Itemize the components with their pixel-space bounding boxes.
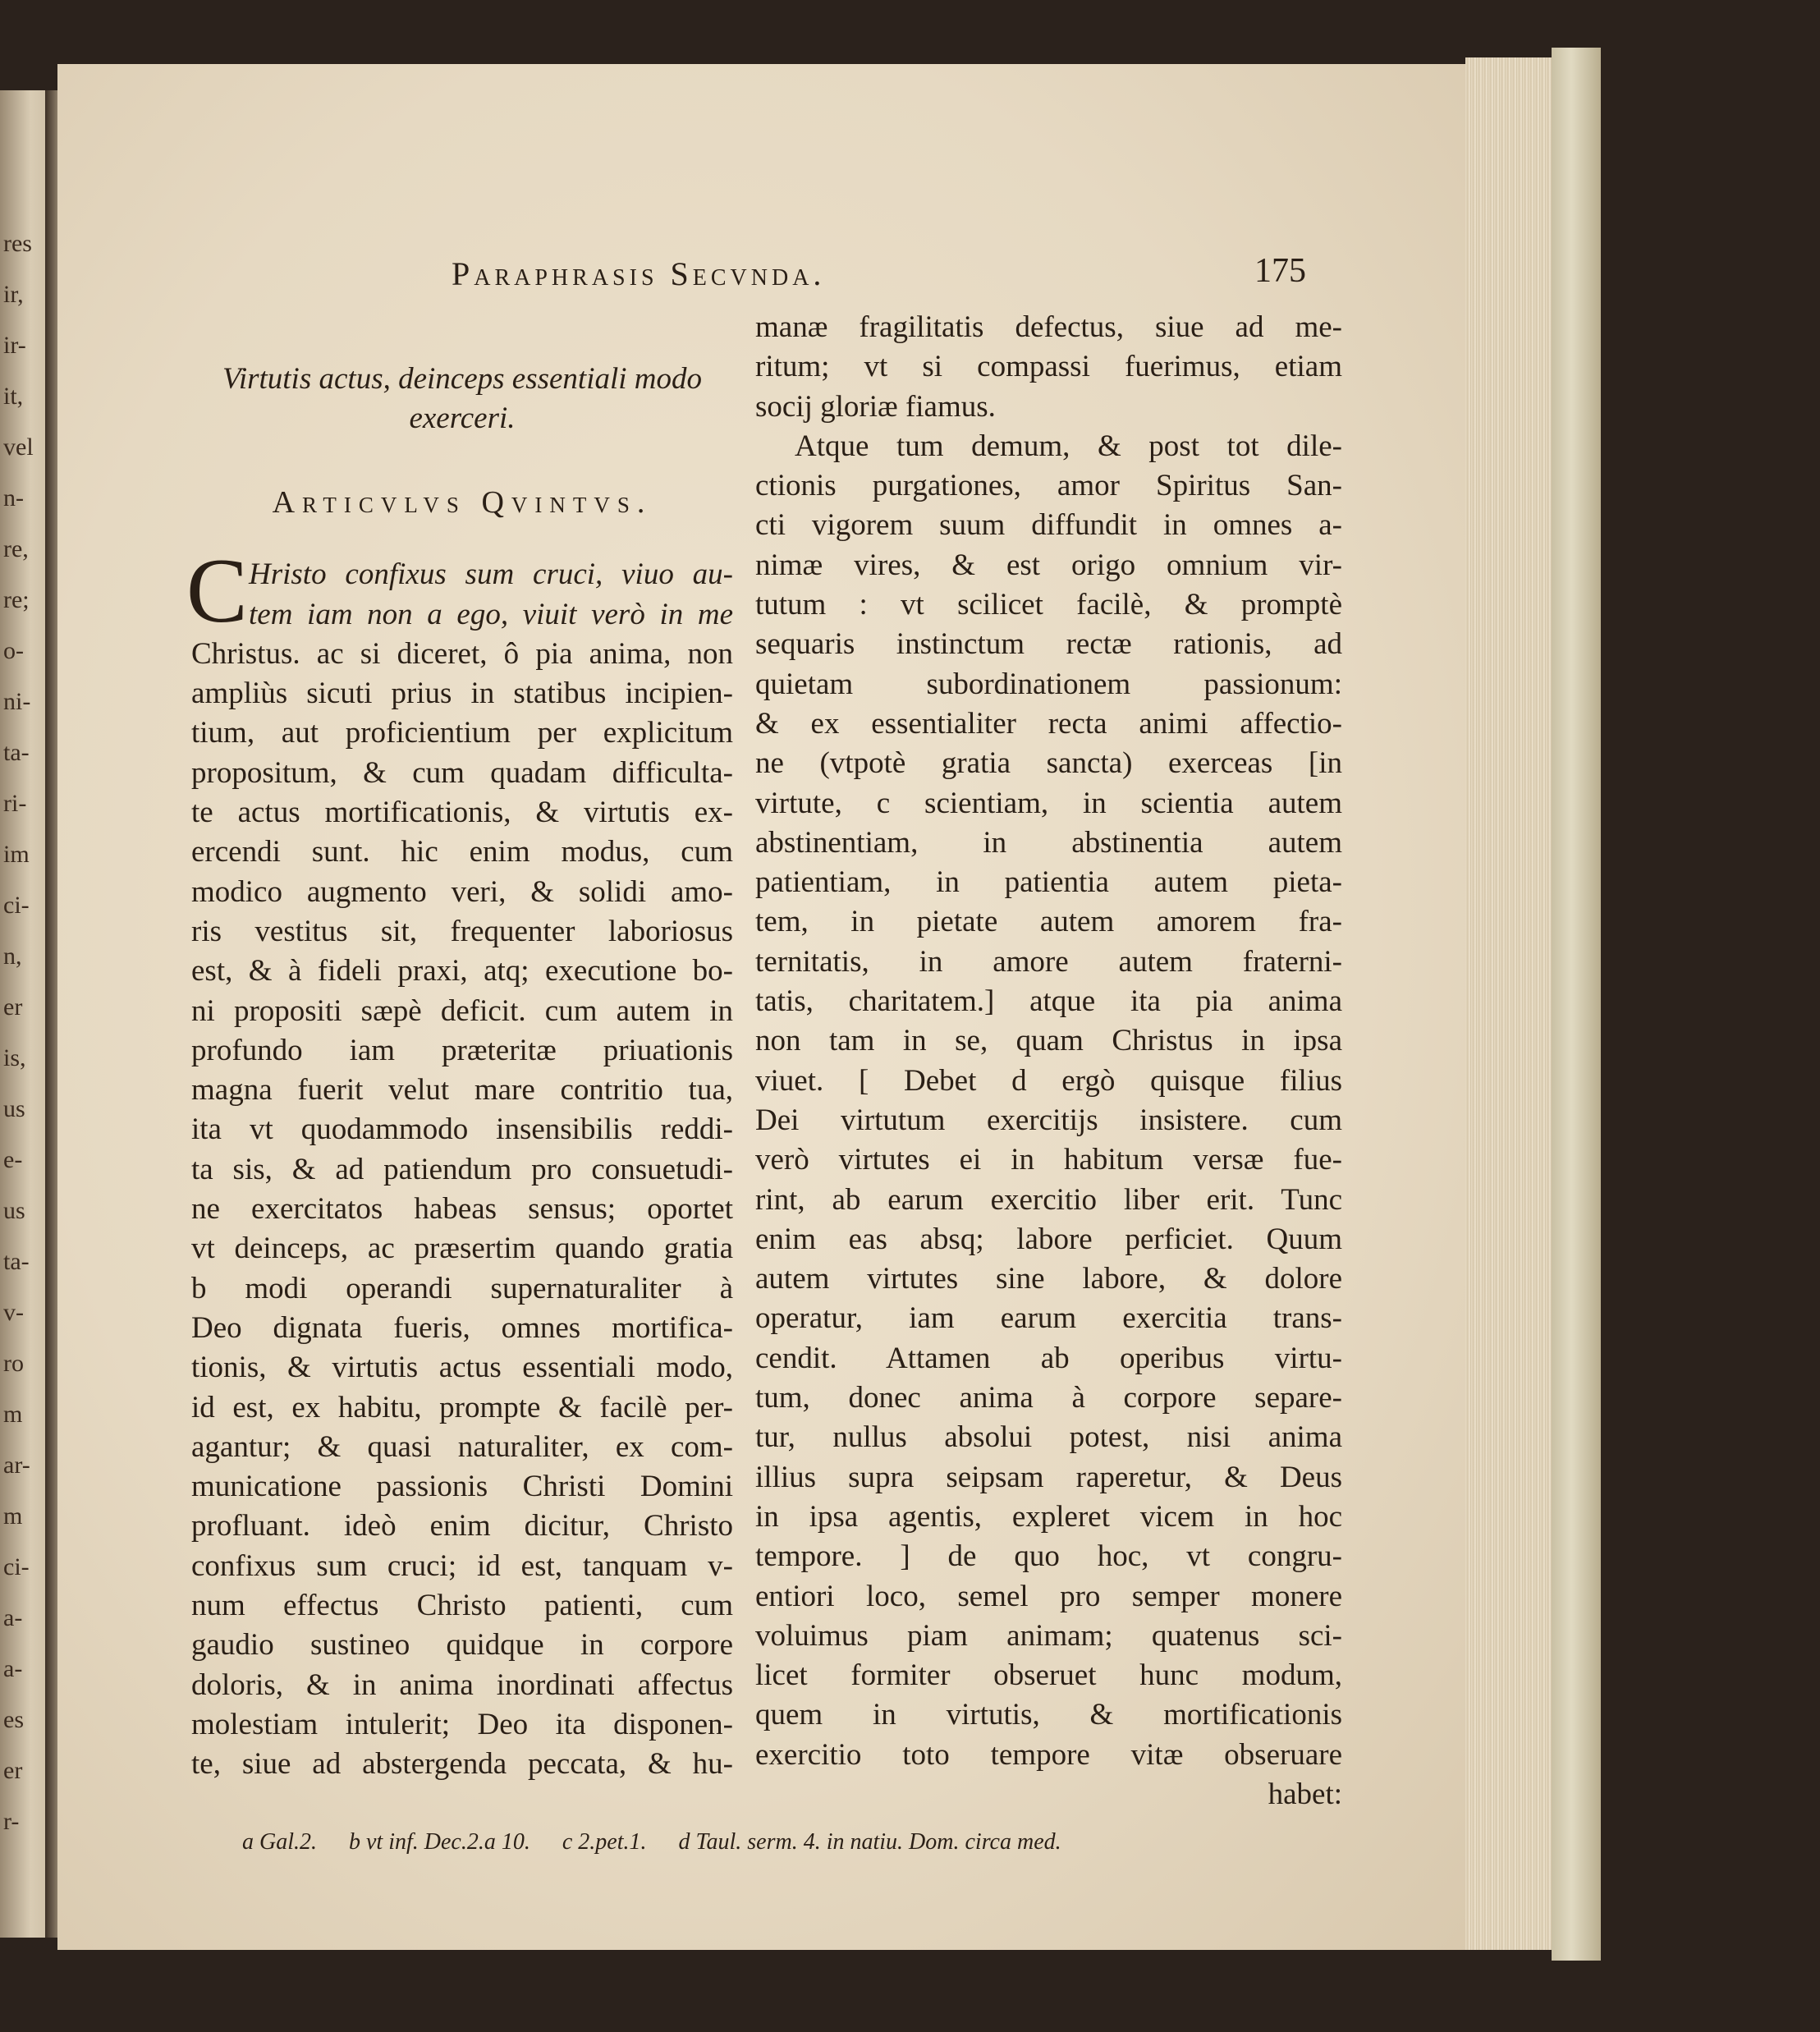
previous-page-edge	[0, 90, 51, 1938]
text-line: voluimus piam animam; quatenus sci-	[755, 1618, 1342, 1653]
footnote: c 2.pet.1.	[562, 1829, 647, 1855]
text-line: entiori loco, semel pro semper monere	[755, 1579, 1342, 1613]
text-line: rint, ab earum exercitio liber erit. Tunc	[755, 1182, 1342, 1217]
text-line: nimæ vires, & est origo omnium vir-	[755, 548, 1342, 582]
text-line: municatione passionis Christi Domini	[191, 1470, 733, 1504]
prev-page-fragment: it,	[3, 383, 24, 410]
prev-page-fragment: ir,	[3, 281, 24, 308]
text-line: gaudio sustineo quidque in corpore	[191, 1628, 733, 1663]
text-line: ampliùs sicuti prius in statibus incipien-	[191, 677, 733, 711]
book-cover-edge	[1552, 48, 1601, 1961]
text-line: agantur; & quasi naturaliter, ex com-	[191, 1429, 733, 1464]
text-line: propositum, & cum quadam difficulta-	[191, 755, 733, 790]
prev-page-fragment: ci-	[3, 1553, 30, 1580]
text-line: ta sis, & ad patiendum pro consuetudi-	[191, 1152, 733, 1186]
prev-page-fragment: a-	[3, 1655, 23, 1682]
text-line: patientiam, in patientia autem pieta-	[755, 865, 1342, 900]
text-line: licet formiter obseruet hunc modum,	[755, 1658, 1342, 1693]
footnote: a Gal.2.	[242, 1829, 317, 1855]
text-line: manæ fragilitatis defectus, siue ad me-	[755, 310, 1342, 344]
prev-page-fragment: n-	[3, 484, 24, 511]
text-line: profluant. ideò enim dicitur, Christo	[191, 1509, 733, 1543]
text-line: cendit. Attamen ab operibus virtu-	[755, 1341, 1342, 1375]
text-line: magna fuerit velut mare contritio tua,	[191, 1073, 733, 1108]
text-line: cti vigorem suum diffundit in omnes a-	[755, 508, 1342, 543]
text-line: Deo dignata fueris, omnes mortifica-	[191, 1310, 733, 1345]
catchword: habet:	[1268, 1777, 1342, 1811]
prev-page-fragment: ta-	[3, 739, 30, 766]
section-title	[191, 360, 733, 438]
text-line: confixus sum cruci; id est, tanquam v-	[191, 1548, 733, 1583]
prev-page-fragment: us	[3, 1197, 25, 1224]
text-line: ctionis purgationes, amor Spiritus San-	[755, 469, 1342, 503]
text-line: te, siue ad abstergenda peccata, & hu-	[191, 1747, 733, 1782]
prev-page-fragment: re,	[3, 535, 29, 562]
prev-page-fragment: n,	[3, 943, 22, 970]
text-line: doloris, & in anima inordinati affectus	[191, 1667, 733, 1702]
footnotes	[242, 1829, 1309, 1855]
text-line: profundo iam præteritæ priuationis	[191, 1033, 733, 1067]
text-line: & ex essentialiter recta animi affectio-	[755, 706, 1342, 741]
text-line: modico augmento veri, & solidi amo-	[191, 874, 733, 909]
text-line: socij gloriæ fiamus.	[755, 389, 996, 424]
prev-page-fragment: re;	[3, 586, 30, 613]
text-line: tionis, & virtutis actus essentiali modo,	[191, 1351, 733, 1385]
page-number: 175	[1254, 252, 1306, 290]
prev-page-fragment: r-	[3, 1808, 20, 1835]
text-line: quem in virtutis, & mortificationis	[755, 1698, 1342, 1732]
prev-page-fragment: ri-	[3, 790, 27, 817]
running-head: Paraphrasis Secvnda.	[452, 255, 826, 292]
section-title-line: Virtutis actus, deinceps essentiali modo	[222, 362, 703, 396]
prev-page-fragment: us	[3, 1095, 25, 1122]
prev-page-fragment: a-	[3, 1604, 23, 1631]
text-line: vt deinceps, ac præsertim quando gratia	[191, 1232, 733, 1266]
text-line: tem, in pietate autem amorem fra-	[755, 905, 1342, 939]
right-column	[755, 308, 1342, 1814]
prev-page-fragment: ir-	[3, 332, 26, 359]
text-line: Atque tum demum, & post tot dile-	[795, 429, 1342, 463]
text-line: tatis, charitatem.] atque ita pia anima	[755, 984, 1342, 1019]
text-line: Christus. ac si diceret, ô pia anima, non	[191, 636, 733, 671]
body-text-right	[755, 308, 1342, 1775]
prev-page-fragment: vel	[3, 433, 34, 461]
prev-page-fragment: er	[3, 1757, 23, 1784]
prev-page-fragment: is,	[3, 1044, 26, 1071]
left-column	[186, 345, 733, 1785]
text-line: ni propositi sæpè deficit. cum autem in	[191, 993, 733, 1028]
drop-cap: C	[186, 540, 248, 643]
prev-page-fragment: m	[3, 1401, 23, 1428]
prev-page-fragment: res	[3, 230, 32, 257]
text-line: in ipsa agentis, expleret vicem in hoc	[755, 1499, 1342, 1534]
text-line: ternitatis, in amore autem fraterni-	[755, 944, 1342, 979]
prev-page-fragment: ro	[3, 1350, 24, 1377]
text-line: est, & à fideli praxi, atq; executione bo-	[191, 954, 733, 988]
text-line: virtute, c scientiam, in scientia autem	[755, 786, 1342, 820]
footnote: b vt inf. Dec.2.a 10.	[349, 1829, 530, 1855]
text-line: id est, ex habitu, prompte & facilè per-	[191, 1390, 733, 1424]
prev-page-fragment: e-	[3, 1146, 23, 1173]
text-line: illius supra seipsam raperetur, & Deus	[755, 1460, 1342, 1494]
text-line: ne (vtpotè gratia sancta) exerceas [in	[755, 746, 1342, 781]
prev-page-fragment: m	[3, 1502, 23, 1530]
text-line: Dei virtutum exercitijs insistere. cum	[755, 1103, 1342, 1137]
text-line: ne exercitatos habeas sensus; oportet	[191, 1192, 733, 1227]
text-line: tutum : vt scilicet facilè, & promptè	[755, 588, 1342, 622]
text-line: tum, donec anima à corpore separe-	[755, 1381, 1342, 1415]
text-line: ita vt quodammodo insensibilis reddi-	[191, 1112, 733, 1147]
prev-page-fragment: ni-	[3, 688, 31, 715]
text-line: te actus mortificationis, & virtutis ex-	[191, 796, 733, 830]
text-line: ercendi sunt. hic enim modus, cum	[191, 835, 733, 869]
prev-page-fragment: er	[3, 993, 23, 1021]
text-line: tem iam non a ego, viuit verò in me	[249, 597, 733, 631]
article-heading: Articvlvs Qvintvs.	[272, 485, 653, 520]
text-line: molestiam intulerit; Deo ita disponen-	[191, 1707, 733, 1741]
page-edges	[1465, 57, 1564, 1950]
prev-page-fragment: ar-	[3, 1452, 30, 1479]
book-page	[57, 64, 1490, 1950]
text-line: autem virtutes sine labore, & dolore	[755, 1262, 1342, 1296]
text-line: tur, nullus absolui potest, nisi anima	[755, 1420, 1342, 1455]
text-line: verò virtutes ei in habitum versæ fue-	[755, 1143, 1342, 1177]
text-line: viuet. [ Debet d ergò quisque filius	[755, 1063, 1342, 1098]
prev-page-fragment: im	[3, 841, 30, 868]
text-line: tium, aut proficientium per explicitum	[191, 716, 733, 750]
text-line: operatur, iam earum exercitia trans-	[755, 1301, 1342, 1336]
text-line: abstinentiam, in abstinentia autem	[755, 825, 1342, 860]
text-line: quietam subordinationem passionum:	[755, 667, 1342, 701]
text-line: enim eas absq; labore perficiet. Quum	[755, 1222, 1342, 1256]
prev-page-fragment: es	[3, 1706, 24, 1733]
prev-page-fragment: ta-	[3, 1248, 30, 1275]
text-line: ris vestitus sit, frequenter laboriosus	[191, 914, 733, 948]
prev-page-fragment: o-	[3, 637, 24, 664]
text-line: tempore. ] de quo hoc, vt congru-	[755, 1539, 1342, 1574]
prev-page-fragment: v-	[3, 1299, 24, 1326]
text-line: Hristo confixus sum cruci, viuo au-	[249, 557, 733, 592]
section-title-line: exerceri.	[409, 401, 516, 435]
text-line: exercitio toto tempore vitæ obseruare	[755, 1737, 1342, 1772]
text-line: non tam in se, quam Christus in ipsa	[755, 1024, 1342, 1058]
footnote: d Taul. serm. 4. in natiu. Dom. circa med.	[678, 1829, 1061, 1855]
text-line: sequaris instinctum rectæ rationis, ad	[755, 627, 1342, 662]
body-text-left	[186, 540, 733, 1784]
text-line: num effectus Christo patienti, cum	[191, 1589, 733, 1623]
text-line: ritum; vt si compassi fuerimus, etiam	[755, 350, 1342, 384]
prev-page-fragment: ci-	[3, 892, 30, 919]
text-line: b modi operandi supernaturaliter à	[191, 1271, 733, 1305]
